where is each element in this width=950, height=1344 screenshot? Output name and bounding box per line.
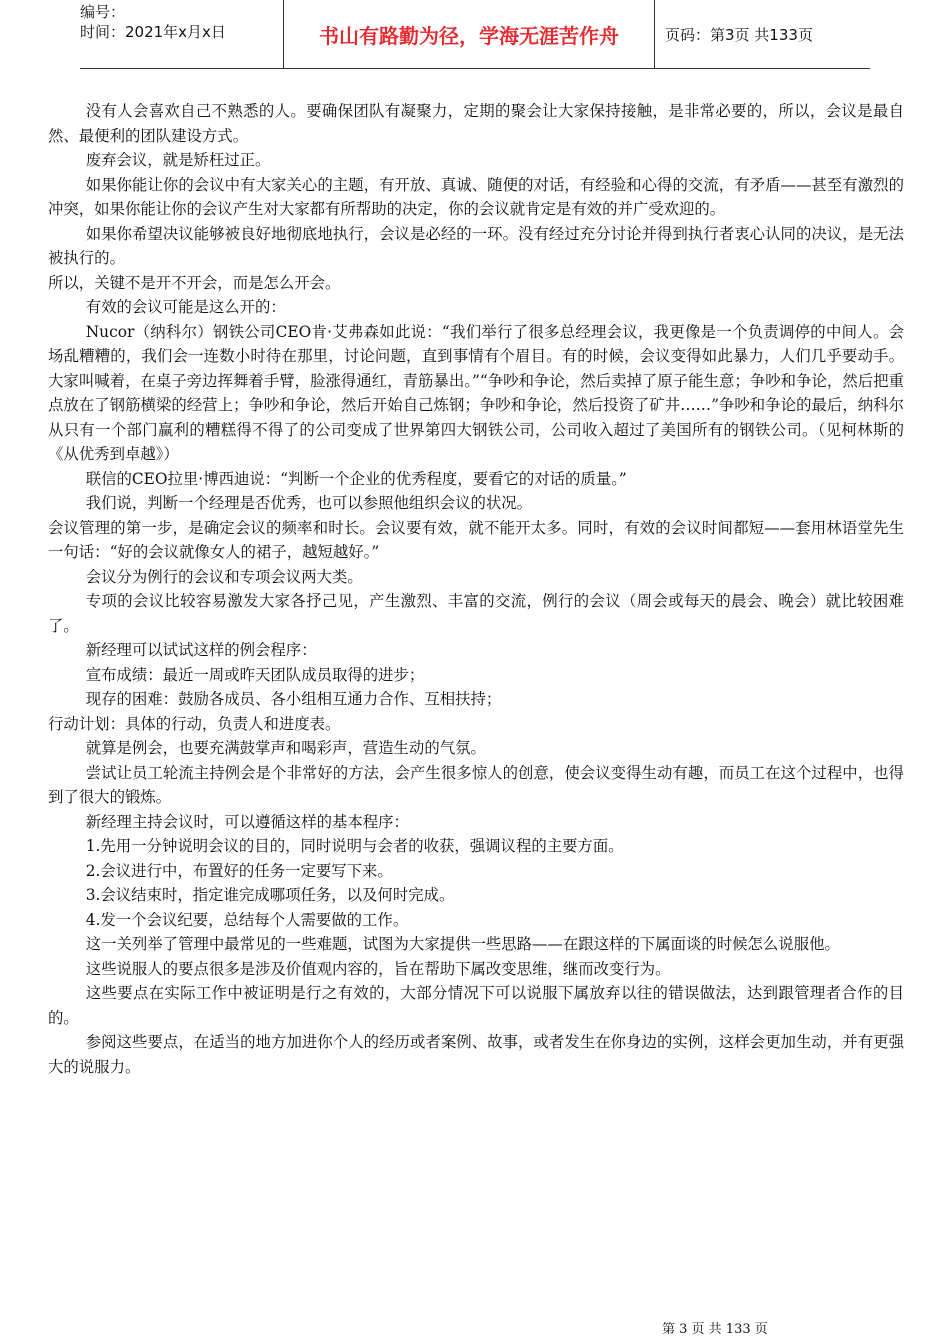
paragraph: 所以，关键不是开不开会，而是怎么开会。 [48,273,341,292]
header-left-cell [80,0,283,68]
paragraph: 现存的困难：鼓励各成员、各小组相互通力合作、互相扶持； [85,690,502,708]
paragraph: 如果你能让你的会议中有大家关心的主题，有开放、真诚、随便的对话，有经验和心得的交流，有矛盾——甚至有激烈的冲突，如果你能让你的会议产生对大家都有所帮助的决定，你的会议就肯定是有效的并广受欢迎的。 [48,175,904,218]
paragraph: 我们说，判断一个经理是否优秀，也可以参照他组织会议的状况。 [85,494,533,512]
paragraph: 尝试让员工轮流主持例会是个非常好的方法，会产生很多惊人的创意，使会议变得生动有趣，而员工在这个过程中，也得到了很大的锻炼。 [48,763,904,806]
paragraph: 有效的会议可能是这么开的： [85,298,286,316]
paragraph: 联信的CEO拉里·博西迪说：“判断一个企业的优秀程度，要看它的对话的质量。” [85,469,627,488]
paragraph: 没有人会喜欢自己不熟悉的人。要确保团队有凝聚力，定期的聚会让大家保持接触，是非常必要的，所以，会议是最自然、最便利的团队建设方式。 [48,102,904,145]
paragraph: 4.发一个会议纪要，总结每个人需要做的工作。 [85,910,409,929]
header-slogan: 书山有路勤为径，学海无涯苦作舟 [283,0,655,68]
paragraph: 这些要点在实际工作中被证明是行之有效的，大部分情况下可以说服下属放弃以往的错误做法，达到跟管理者合作的目的。 [48,984,904,1027]
header-page-info: 页码：第3页 共133页 [665,25,813,44]
paragraph: 会议分为例行的会议和专项会议两大类。 [85,567,363,586]
document-time-label: 时间：2021年x月x日 [80,23,226,41]
paragraph: 如果你希望决议能够被良好地彻底地执行，会议是必经的一环。没有经过充分讨论并得到执行者衷心认同的决议，是无法被执行的。 [48,224,904,267]
footer-page-number: 第 3 页 共 133 页 [662,1322,768,1337]
paragraph: 这些说服人的要点很多是涉及价值观内容的，旨在帮助下属改变思维，继而改变行为。 [85,959,671,978]
page-header [80,0,870,69]
paragraph: 宣布成绩：最近一周或昨天团队成员取得的进步； [85,665,425,684]
paragraph: 2.会议进行中，布置好的任务一定要写下来。 [85,861,393,880]
paragraph: 这一关列举了管理中最常见的一些难题，试图为大家提供一些思路——在跟这样的下属面谈的时候怎么说服他。 [85,935,840,953]
paragraph: 会议管理的第一步，是确定会议的频率和时长。会议要有效，就不能开太多。同时，有效的会议时间都短——套用林语堂先生一句话：“好的会议就像女人的裙子，越短越好。” [48,518,904,561]
paragraph: 3.会议结束时，指定谁完成哪项任务，以及何时完成。 [85,886,455,904]
paragraph: 新经理主持会议时，可以遵循这样的基本程序： [85,812,409,831]
paragraph: Nucor（纳科尔）钢铁公司CEO肯·艾弗森如此说：“我们举行了很多总经理会议，我更像是一个负责调停的中间人。会场乱糟糟的，我们会一连数小时待在那里，讨论问题，直到事情有个眉目。有的时候，会议变得如此暴力，人们几乎要动手。大家叫喊着，在桌子旁边挥舞着手臂，脸涨得通红，青筋暴出。”“争吵和争论，然后卖掉了原子能生意；争吵和争论，然后把重点放在了钢筋横梁的经营上；争吵和争论，然后开始自己炼钢；争吵和争论，然后投资了矿井……”争吵和争论的最后，纳科尔从只有一个部门赢利的糟糕得不得了的公司变成了世界第四大钢铁公司，公司收入超过了美国所有的钢铁公司。（见柯林斯的《从优秀到卓越》） [48,322,904,463]
paragraph: 参阅这些要点，在适当的地方加进你个人的经历或者案例、故事，或者发生在你身边的实例，这样会更加生动，并有更强大的说服力。 [48,1033,904,1076]
paragraph: 废弃会议，就是矫枉过正。 [85,151,271,169]
paragraph: 新经理可以试试这样的例会程序： [85,641,317,659]
paragraph: 专项的会议比较容易激发大家各抒己见，产生激烈、丰富的交流，例行的会议（周会或每天的晨会、晚会）就比较困难了。 [48,592,904,635]
document-body [48,99,904,1079]
document-number-label: 编号： [80,3,126,21]
paragraph: 1.先用一分钟说明会议的目的，同时说明与会者的收获，强调议程的主要方面。 [85,837,624,855]
paragraph: 就算是例会，也要充满鼓掌声和喝彩声，营造生动的气氛。 [85,739,486,757]
paragraph: 行动计划：具体的行动，负责人和进度表。 [48,714,341,733]
